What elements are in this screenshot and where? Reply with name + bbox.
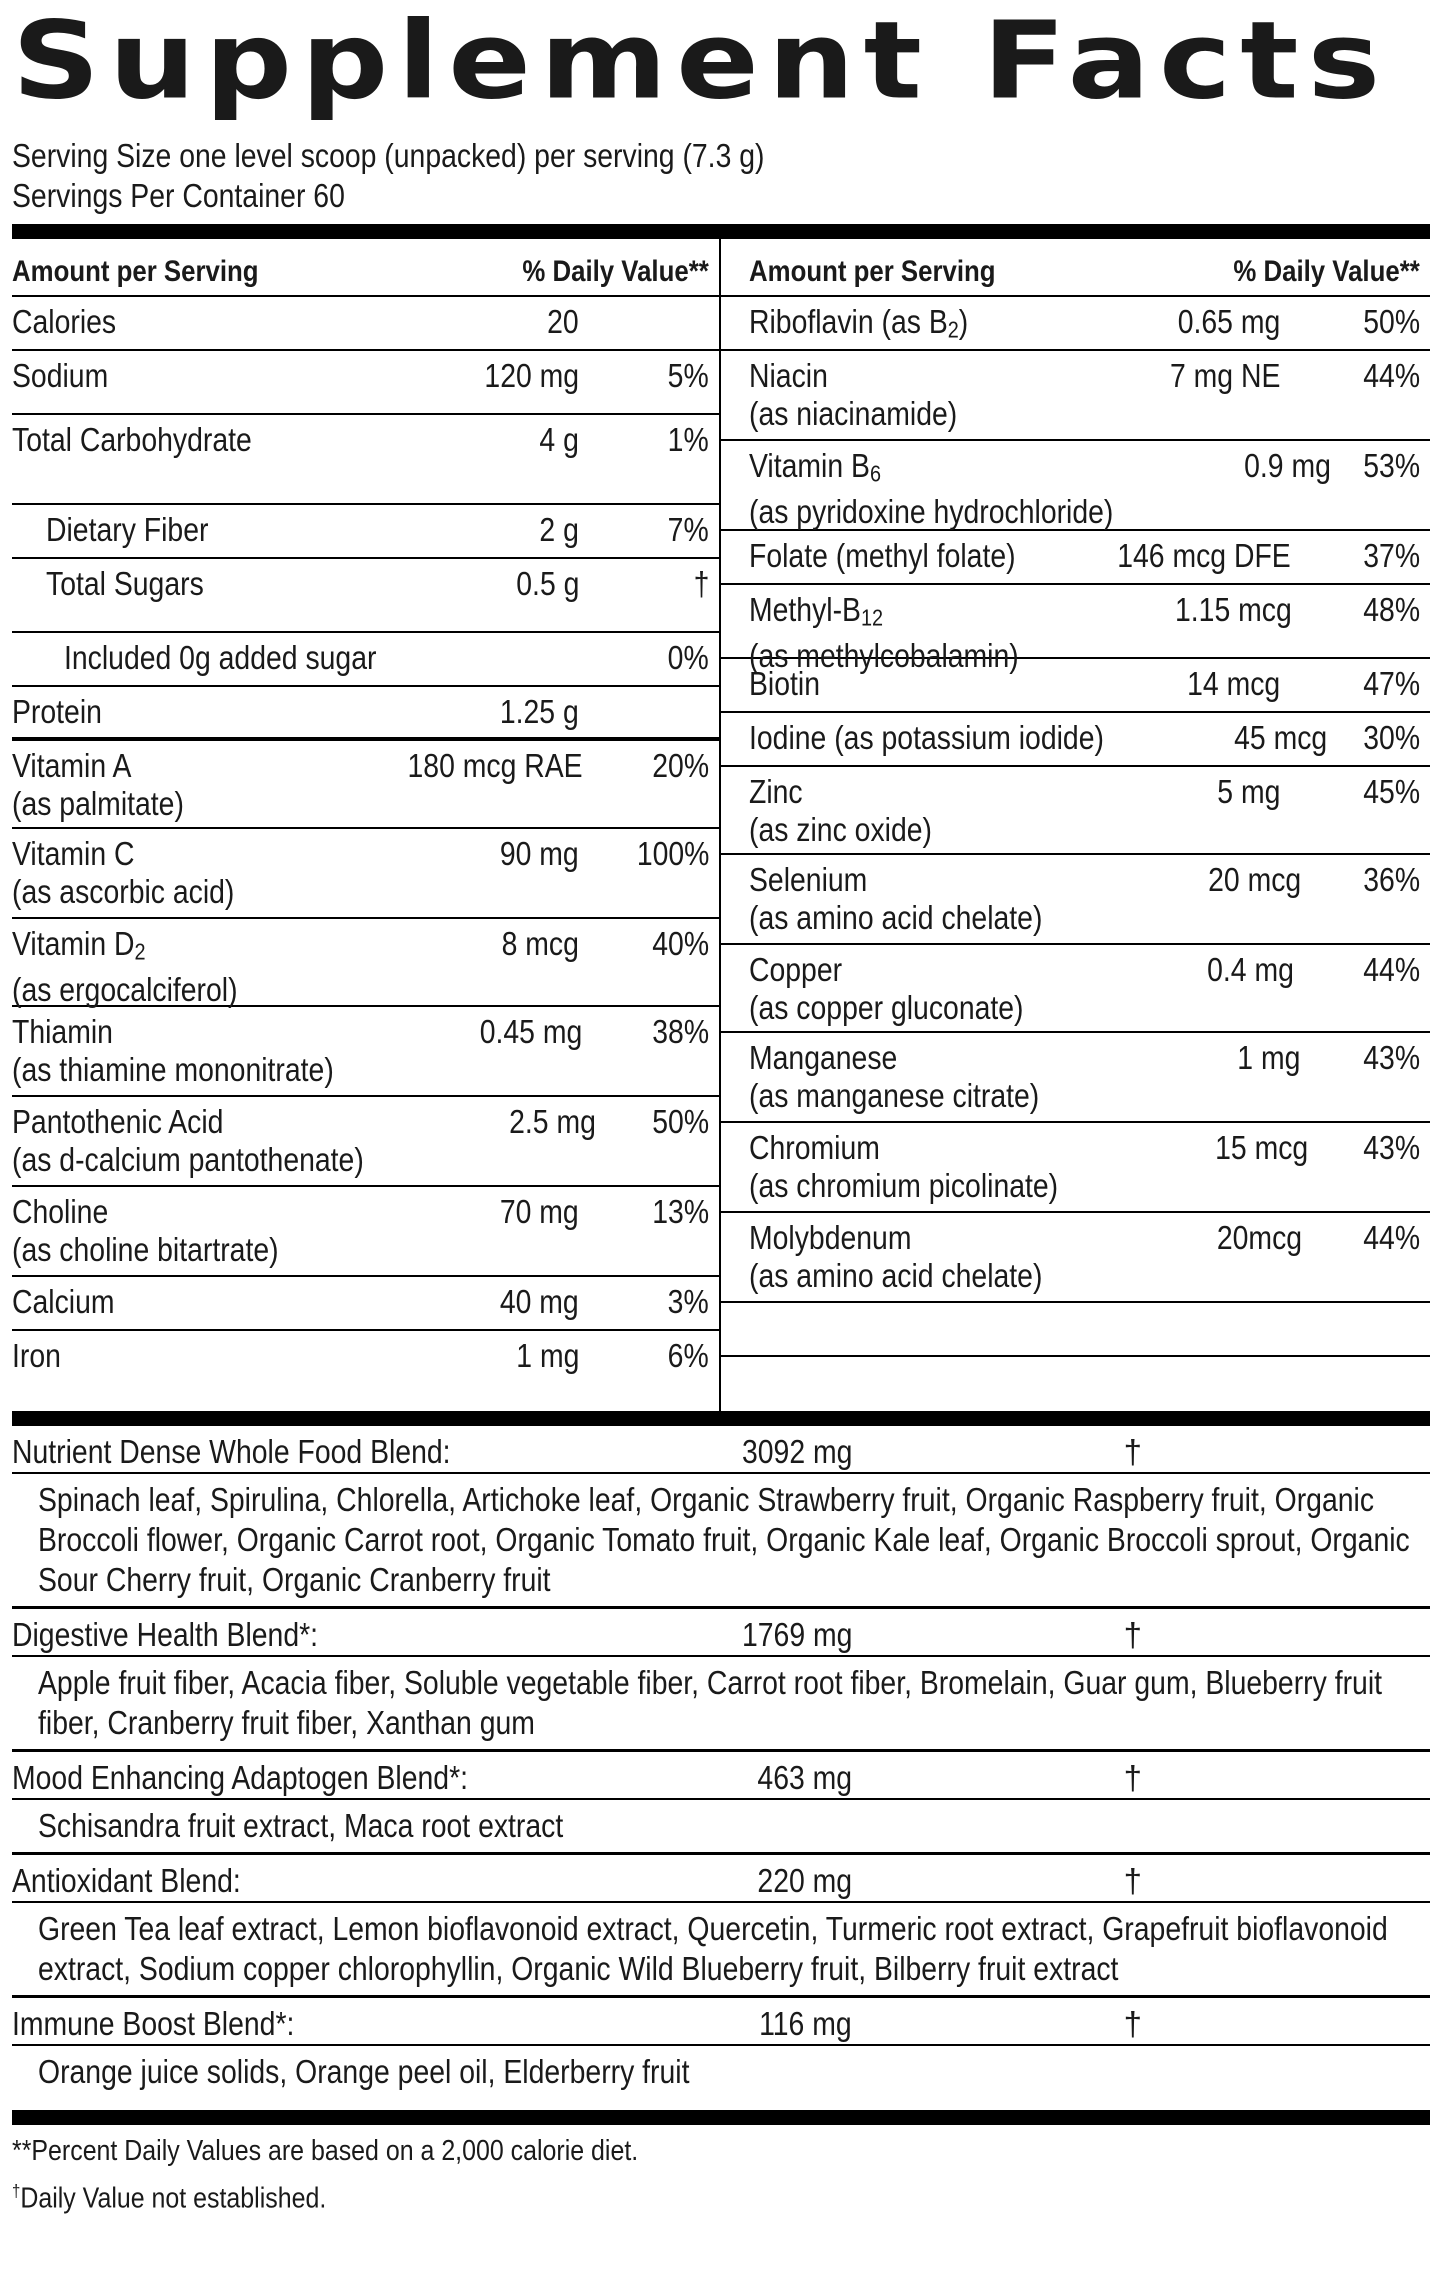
right-nutrient-source: (as amino acid chelate) bbox=[749, 1257, 1043, 1294]
right-row bbox=[721, 1033, 1430, 1123]
left-row bbox=[12, 1097, 719, 1187]
left-header-row bbox=[12, 239, 719, 297]
dagger-footnote: Daily Value not established. bbox=[20, 2182, 327, 2215]
nutrient-table bbox=[12, 239, 1430, 1411]
left-daily-value: 40% bbox=[652, 925, 709, 962]
right-amount: 45 mcg bbox=[1234, 719, 1328, 756]
right-amount: 14 mcg bbox=[1186, 665, 1280, 702]
right-row bbox=[721, 531, 1430, 585]
right-row bbox=[721, 585, 1430, 674]
right-daily-value: 43% bbox=[1363, 1039, 1420, 1076]
blend-amount: 1769 mg bbox=[741, 1616, 852, 1653]
right-nutrient-name: Manganese (as manganese citrate) bbox=[749, 1039, 1040, 1114]
left-amount: 2.5 mg bbox=[508, 1103, 596, 1140]
right-nutrient-source: (as methylcobalamin) bbox=[749, 636, 1019, 674]
left-nutrient-name: Vitamin $D_2$ (as ergocalciferol) bbox=[12, 925, 238, 1008]
dagger-mark: † bbox=[12, 2181, 21, 2201]
left-amount: 1.25 g bbox=[500, 693, 579, 730]
right-daily-value: 50% bbox=[1363, 303, 1420, 340]
left-daily-value: 1% bbox=[667, 421, 709, 458]
right-amount: 7 mg NE bbox=[1169, 357, 1280, 394]
blend-daily-value: † bbox=[1123, 1862, 1142, 1899]
left-nutrient-source: (as choline bitartrate) bbox=[12, 1231, 279, 1268]
left-amount-header: Amount per Serving bbox=[12, 255, 259, 288]
blend-amount: 463 mg bbox=[757, 1759, 852, 1796]
left-daily-value: 13% bbox=[652, 1193, 709, 1230]
left-row bbox=[12, 1007, 719, 1097]
subscript: 6 bbox=[869, 460, 881, 487]
right-amount: 146 mcg DFE bbox=[1116, 537, 1291, 574]
right-nutrient-source: (as niacinamide) bbox=[749, 395, 958, 432]
left-amount: 8 mcg bbox=[501, 925, 579, 962]
blend-ingredients: Spinach leaf, Spirulina, Chlorella, Artichoke leaf, Organic Strawberry fruit, Organic Raspberry fruit, Organic Broccoli flower, Organic Carrot root, Organic Tomato fruit, Organic Kale leaf, Organic Broccoli sprout, Organic Sour Cherry fruit, Organic Cranberry fruit bbox=[12, 1474, 1430, 1609]
left-amount: 40 mg bbox=[500, 1283, 579, 1320]
left-dv-header: % Daily Value** bbox=[522, 255, 709, 288]
left-daily-value bbox=[579, 303, 719, 341]
right-amount: 20 mcg bbox=[1208, 861, 1302, 898]
right-daily-value: 43% bbox=[1363, 1129, 1420, 1166]
right-dv-header: % Daily Value** bbox=[1233, 255, 1420, 288]
left-row bbox=[12, 687, 719, 741]
left-daily-value bbox=[579, 693, 719, 731]
right-empty-row bbox=[721, 1303, 1430, 1357]
right-nutrient-source: (as pyridoxine hydrochloride) bbox=[749, 492, 1114, 530]
left-nutrient-source: (as ergocalciferol) bbox=[12, 970, 238, 1008]
left-amount: 70 mg bbox=[500, 1193, 579, 1230]
blend-header-row bbox=[12, 1426, 1430, 1474]
bottom-divider bbox=[12, 2110, 1430, 2125]
blend-header-row bbox=[12, 1752, 1430, 1800]
right-amount: 1.15 mcg bbox=[1174, 591, 1292, 628]
left-row bbox=[12, 351, 719, 415]
blend-daily-value: † bbox=[1123, 1616, 1142, 1653]
right-nutrient-name: Riboflavin (as $B_2$) bbox=[749, 303, 969, 343]
left-nutrient-name: Thiamin (as thiamine mononitrate) bbox=[12, 1013, 334, 1088]
blend-name: Immune Boost Blend*: bbox=[12, 2005, 295, 2042]
label-title: Supplement Facts bbox=[12, 0, 1390, 124]
left-nutrient-source: (as palmitate) bbox=[12, 785, 184, 822]
right-row bbox=[721, 767, 1430, 855]
left-amount: 1 mg bbox=[515, 1337, 579, 1374]
right-daily-value: 48% bbox=[1363, 591, 1420, 628]
left-daily-value: 6% bbox=[667, 1337, 709, 1374]
blend-amount: 220 mg bbox=[757, 1862, 852, 1899]
blend-divider bbox=[12, 1411, 1430, 1426]
left-nutrient-source: (as ascorbic acid) bbox=[12, 873, 235, 910]
blend-ingredients: Schisandra fruit extract, Maca root extract bbox=[12, 1800, 1430, 1855]
right-row bbox=[721, 713, 1430, 767]
left-daily-value: 7% bbox=[667, 511, 709, 548]
left-nutrient-name: Total Carbohydrate bbox=[12, 421, 252, 458]
right-rows bbox=[721, 297, 1430, 1411]
left-row bbox=[12, 1187, 719, 1277]
left-row bbox=[12, 829, 719, 919]
left-amount: 2 g bbox=[539, 511, 579, 548]
right-daily-value: 36% bbox=[1363, 861, 1420, 898]
blend-amount: 116 mg bbox=[759, 2005, 852, 2042]
blend-daily-value: † bbox=[1123, 2005, 1142, 2042]
right-amount: 15 mcg bbox=[1215, 1129, 1309, 1166]
right-nutrient-name: Copper (as copper gluconate) bbox=[749, 951, 1024, 1026]
left-row bbox=[12, 1277, 719, 1331]
right-nutrient-name: Vitamin $B_6$ (as pyridoxine hydrochloride) bbox=[749, 447, 1114, 530]
right-row bbox=[721, 1213, 1430, 1303]
left-amount: 90 mg bbox=[500, 835, 579, 872]
left-amount: 180 mcg RAE bbox=[407, 747, 583, 784]
supplement-facts-label bbox=[12, 0, 1430, 2219]
left-nutrient-name: Dietary Fiber bbox=[46, 511, 209, 548]
right-row bbox=[721, 441, 1430, 531]
right-nutrient-name: Niacin (as niacinamide) bbox=[749, 357, 958, 432]
left-column bbox=[12, 239, 721, 1411]
serving-size: Serving Size one level scoop (unpacked) per serving (7.3 g) bbox=[12, 137, 765, 174]
left-amount: 20 bbox=[547, 303, 579, 340]
right-amount-header: Amount per Serving bbox=[749, 255, 996, 288]
left-nutrient-source: (as thiamine mononitrate) bbox=[12, 1051, 334, 1088]
left-nutrient-name: Calcium bbox=[12, 1283, 115, 1320]
blend-name: Mood Enhancing Adaptogen Blend*: bbox=[12, 1759, 469, 1796]
left-amount: 4 g bbox=[539, 421, 579, 458]
blend-ingredients: Orange juice solids, Orange peel oil, Elderberry fruit bbox=[38, 2053, 690, 2090]
left-nutrient-name: Pantothenic Acid (as d-calcium pantothenate) bbox=[12, 1103, 364, 1178]
right-daily-value: 45% bbox=[1363, 773, 1420, 810]
right-nutrient-source: (as copper gluconate) bbox=[749, 989, 1024, 1026]
right-amount: 20mcg bbox=[1216, 1219, 1302, 1256]
blend-daily-value: † bbox=[1123, 1759, 1142, 1796]
footnotes bbox=[12, 2131, 1430, 2219]
right-daily-value: 44% bbox=[1363, 1219, 1420, 1256]
left-row bbox=[12, 297, 719, 351]
right-daily-value: 37% bbox=[1363, 537, 1420, 574]
right-daily-value: 53% bbox=[1363, 447, 1420, 484]
left-daily-value: 3% bbox=[667, 1283, 709, 1320]
right-column bbox=[721, 239, 1430, 1411]
right-amount: 1 mg bbox=[1237, 1039, 1301, 1076]
right-empty-row bbox=[721, 1357, 1430, 1411]
blend-ingredients: Green Tea leaf extract, Lemon bioflavonoid extract, Quercetin, Turmeric root extract, Grapefruit bioflavonoid extract, Sodium copper chlorophyllin, Organic Wild Blueberry fruit, Bilberry fruit extract bbox=[12, 1903, 1430, 1998]
left-row bbox=[12, 1331, 719, 1385]
right-amount: 0.65 mg bbox=[1177, 303, 1280, 340]
left-nutrient-name: Protein bbox=[12, 693, 102, 730]
blend-amount: 3092 mg bbox=[741, 1433, 852, 1470]
left-row bbox=[12, 505, 719, 559]
right-amount: 0.4 mg bbox=[1206, 951, 1294, 988]
right-nutrient-name: Iodine (as potassium iodide) bbox=[749, 719, 1104, 756]
serving-info bbox=[12, 136, 1430, 216]
blend-name: Nutrient Dense Whole Food Blend: bbox=[12, 1433, 451, 1470]
left-amount bbox=[427, 639, 598, 677]
right-amount: 5 mg bbox=[1216, 773, 1280, 810]
left-nutrient-name: Included 0g added sugar bbox=[64, 639, 377, 676]
left-daily-value: † bbox=[693, 565, 709, 602]
left-daily-value: 0% bbox=[667, 639, 709, 676]
right-daily-value: 47% bbox=[1363, 665, 1420, 702]
top-divider bbox=[12, 224, 1430, 239]
dv-footnote: **Percent Daily Values are based on a 2,000 calorie diet. bbox=[12, 2135, 639, 2167]
right-row bbox=[721, 945, 1430, 1033]
blend-header-row bbox=[12, 1609, 1430, 1657]
left-daily-value: 50% bbox=[652, 1103, 709, 1140]
left-nutrient-name: Sodium bbox=[12, 357, 109, 394]
right-nutrient-source: (as chromium picolinate) bbox=[749, 1167, 1059, 1204]
right-nutrient-name: Selenium (as amino acid chelate) bbox=[749, 861, 1043, 936]
left-amount: 120 mg bbox=[484, 357, 579, 394]
left-amount: 0.45 mg bbox=[479, 1013, 582, 1050]
subscript: 2 bbox=[134, 938, 146, 965]
right-header-row bbox=[721, 239, 1430, 297]
right-nutrient-name: Molybdenum (as amino acid chelate) bbox=[749, 1219, 1043, 1294]
left-nutrient-source: (as d-calcium pantothenate) bbox=[12, 1141, 364, 1178]
left-row bbox=[12, 415, 719, 505]
right-nutrient-name: Zinc (as zinc oxide) bbox=[749, 773, 932, 848]
blend-section bbox=[12, 1426, 1430, 2098]
left-nutrient-name: Total Sugars bbox=[46, 565, 204, 602]
right-nutrient-source: (as manganese citrate) bbox=[749, 1077, 1040, 1114]
servings-per-container: Servings Per Container 60 bbox=[12, 177, 345, 214]
left-row bbox=[12, 919, 719, 1007]
left-daily-value: 20% bbox=[652, 747, 709, 784]
subscript: 12 bbox=[860, 604, 884, 631]
right-nutrient-source: (as amino acid chelate) bbox=[749, 899, 1043, 936]
right-row bbox=[721, 351, 1430, 441]
left-daily-value: 100% bbox=[636, 835, 709, 872]
right-daily-value: 30% bbox=[1363, 719, 1420, 756]
right-nutrient-source: (as zinc oxide) bbox=[749, 811, 932, 848]
right-daily-value: 44% bbox=[1363, 951, 1420, 988]
blend-header-row bbox=[12, 1998, 1430, 2046]
left-amount: 0.5 g bbox=[515, 565, 579, 602]
left-nutrient-name: Vitamin A (as palmitate) bbox=[12, 747, 184, 822]
right-nutrient-name: Biotin bbox=[749, 665, 821, 702]
right-row bbox=[721, 1123, 1430, 1213]
left-nutrient-name: Vitamin C (as ascorbic acid) bbox=[12, 835, 235, 910]
left-row bbox=[12, 741, 719, 829]
left-nutrient-name: Choline (as choline bitartrate) bbox=[12, 1193, 279, 1268]
left-daily-value: 38% bbox=[652, 1013, 709, 1050]
right-nutrient-name: Chromium (as chromium picolinate) bbox=[749, 1129, 1059, 1204]
left-nutrient-name: Calories bbox=[12, 303, 117, 340]
blend-name: Digestive Health Blend*: bbox=[12, 1616, 319, 1653]
left-row bbox=[12, 633, 719, 687]
subscript: 2 bbox=[947, 316, 959, 343]
right-amount: 0.9 mg bbox=[1244, 447, 1332, 484]
left-daily-value: 5% bbox=[667, 357, 709, 394]
blend-ingredients: Apple fruit fiber, Acacia fiber, Soluble vegetable fiber, Carrot root fiber, Bromelain, Guar gum, Blueberry fruit fiber, Cranberry fruit fiber, Xanthan gum bbox=[12, 1657, 1430, 1752]
left-row bbox=[12, 559, 719, 633]
right-nutrient-name: Methyl-$B_{12}$ (as methylcobalamin) bbox=[749, 591, 1019, 674]
right-nutrient-name: Folate (methyl folate) bbox=[749, 537, 1016, 574]
blend-name: Antioxidant Blend: bbox=[12, 1862, 241, 1899]
blend-header-row bbox=[12, 1855, 1430, 1903]
right-row bbox=[721, 297, 1430, 351]
blend-daily-value: † bbox=[1123, 1433, 1142, 1470]
left-rows bbox=[12, 297, 719, 1385]
left-nutrient-name: Iron bbox=[12, 1337, 61, 1374]
right-daily-value: 44% bbox=[1363, 357, 1420, 394]
right-row bbox=[721, 855, 1430, 945]
